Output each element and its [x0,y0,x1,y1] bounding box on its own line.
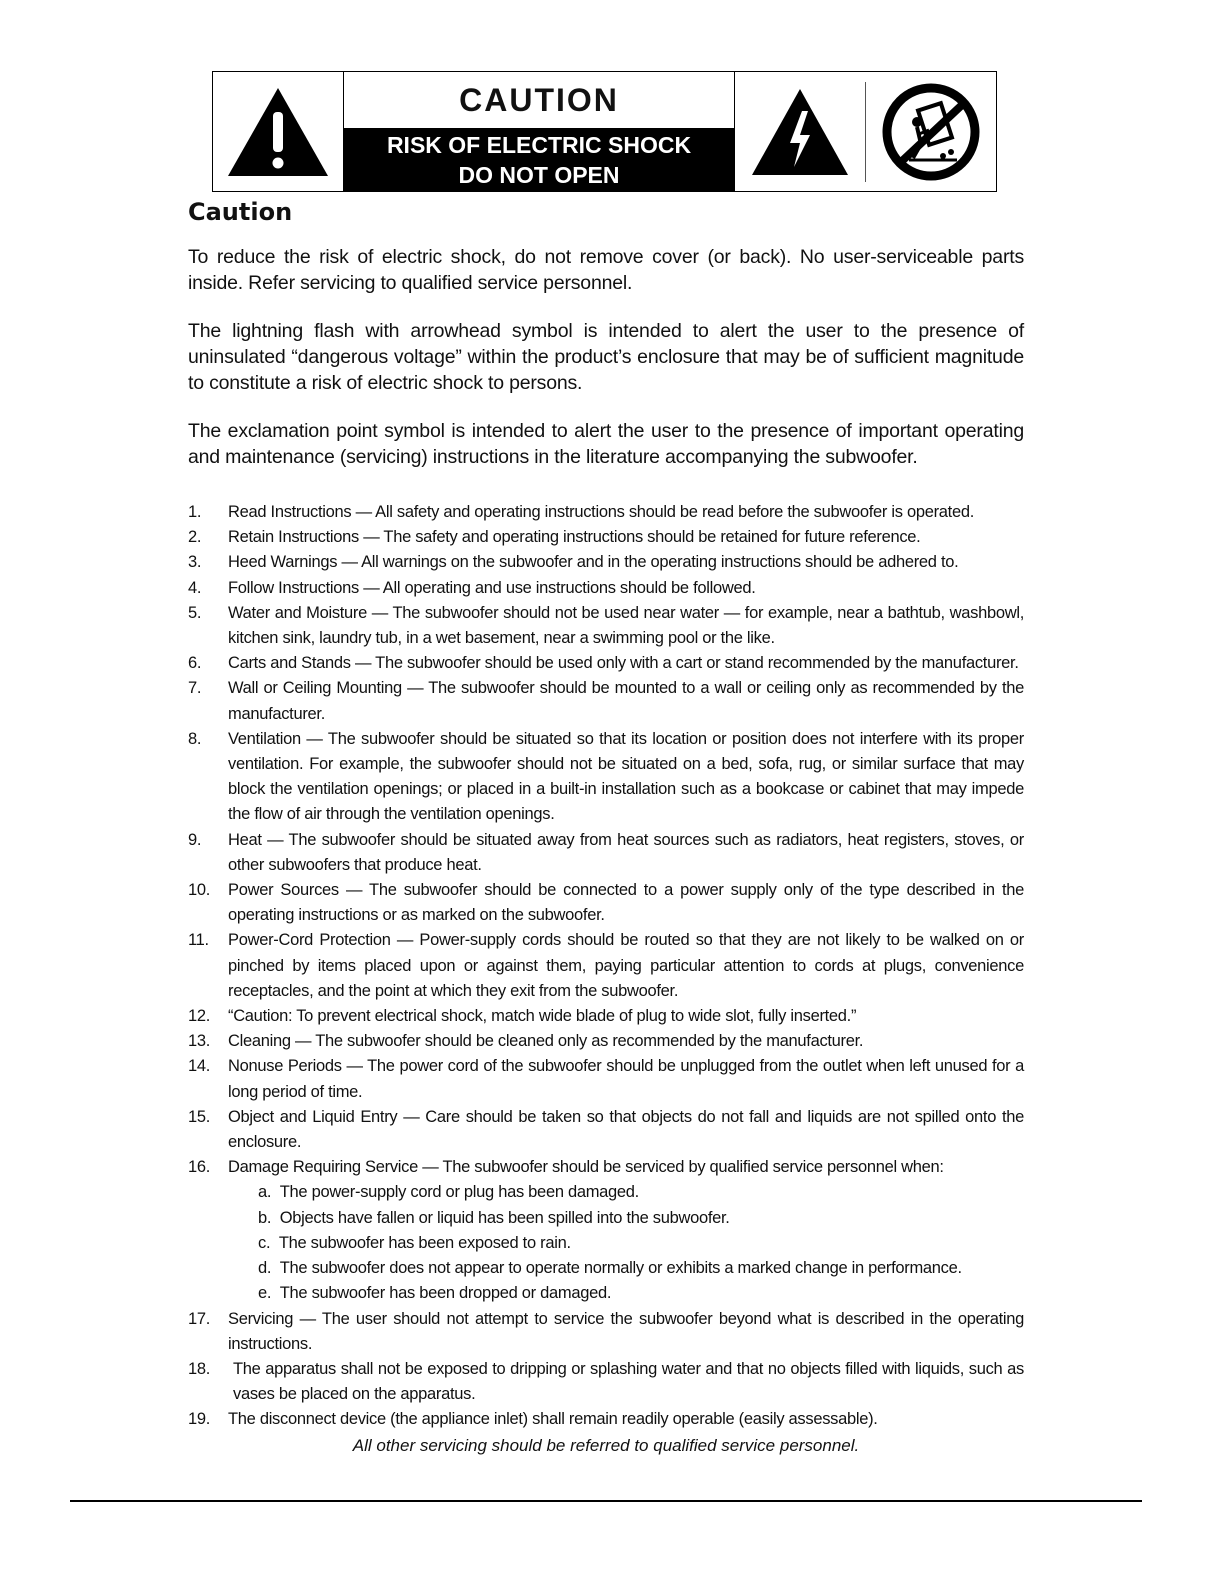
document-body [188,244,1024,1459]
item-text: Follow Instructions — All operating and use instructions should be followed. [228,578,756,597]
item-text: Nonuse Periods — The power cord of the subwoofer should be unplugged from the outlet when left unused for a long period of time. [228,1057,1024,1101]
sub-letter: c. [258,1233,271,1252]
sub-text: The power-supply cord or plug has been damaged. [279,1183,639,1202]
item-text: Heed Warnings — All warnings on the subwoofer and in the operating instructions should be adhered to. [228,553,959,572]
list-item [188,576,1024,601]
item-number: 8. [188,729,202,748]
list-item [188,1155,1024,1306]
item-text: Power-Cord Protection — Power-supply cords should be routed so that they are not likely to be walked on or pinched by items placed upon or against them, paying particular attention to cords at plugs, convenience receptacles, and the point at which they exit from the subwoofer. [228,931,1024,1000]
sub-letter: a. [258,1183,272,1202]
item-number: 17. [188,1309,211,1328]
intro-paragraph-1: To reduce the risk of electric shock, do not remove cover (or back). No user-serviceable parts inside. Refer servicing to qualified service personnel. [188,246,1024,294]
banner-line-2: DO NOT OPEN [458,161,620,188]
item-text: Cleaning — The subwoofer should be cleaned only as recommended by the manufacturer. [228,1032,864,1051]
item-text: Retain Instructions — The safety and operating instructions should be retained for future reference. [228,528,921,547]
item-text: Read Instructions — All safety and operating instructions should be read before the subwoofer is operated. [228,503,974,521]
banner-line-1: RISK OF ELECTRIC SHOCK [386,131,692,158]
banner-title: CAUTION [459,81,619,118]
item-text: Servicing — The user should not attempt to service the subwoofer beyond what is described in the operating instructions. [228,1309,1024,1353]
intro-paragraph-3: The exclamation point symbol is intended to alert the user to the presence of important operating and maintenance (servicing) instructions in the literature accompanying the subwoofer. [188,420,1024,468]
sub-letter: d. [258,1259,272,1278]
item-text: Object and Liquid Entry — Care should be taken so that objects do not fall and liquids are not spilled onto the enclosure. [228,1107,1024,1152]
item-text: “Caution: To prevent electrical shock, match wide blade of plug to wide slot, fully inserted.” [228,1007,857,1026]
closing-note: All other servicing should be referred to qualified service personnel. [352,1435,860,1455]
banner-icon-separator [865,82,866,182]
item-number: 10. [188,881,211,900]
banner-center-cell [344,72,735,191]
list-item [188,1357,1024,1407]
list-item [188,500,1024,525]
item-number: 13. [188,1032,211,1051]
lightning-triangle-icon [750,87,850,177]
sub-text: Objects have fallen or liquid has been spilled into the subwoofer. [279,1208,730,1227]
intro-paragraph-2: The lightning flash with arrowhead symbol is intended to alert the user to the presence of uninsulated “dangerous voltage” within the product’s enclosure that may be of sufficient magnitude to constitute a risk of electric shock to persons. [188,320,1024,394]
item-number: 5. [188,603,202,622]
sublist-item [228,1231,1024,1256]
item-number: 7. [188,679,202,698]
item-number: 12. [188,1007,211,1026]
list-item [188,651,1024,676]
sublist-item [228,1206,1024,1231]
section-heading: Caution [188,198,293,226]
item-number: 4. [188,578,202,597]
item-number: 14. [188,1057,211,1076]
item-text: Ventilation — The subwoofer should be situated so that its location or position does not interfere with its proper ventilation. For example, the subwoofer should not be situated on a bed, sofa, rug, or similar surface that may block the ventilation openings; or placed in a built-in installation such as a bookcase or cabinet that may impede the flow of air through the ventilation openings. [228,729,1024,824]
list-item [188,828,1024,878]
exclamation-triangle-icon [226,86,330,178]
item-text: Wall or Ceiling Mounting — The subwoofer should be mounted to a wall or ceiling only as recommended by the manufacturer. [228,679,1024,723]
sub-text: The subwoofer has been dropped or damaged. [279,1284,612,1303]
list-item [188,1407,1024,1432]
sublist-item [228,1180,1024,1205]
list-item [188,1105,1024,1155]
item-text: Water and Moisture — The subwoofer should not be used near water — for example, near a bathtub, washbowl, kitchen sink, laundry tub, in a wet basement, near a swimming pool or the like. [228,603,1024,648]
item-number: 3. [188,553,202,572]
item-text: The disconnect device (the appliance inlet) shall remain readily operable (easily assessable). [228,1410,878,1429]
sublist-item [228,1281,1024,1306]
item-text: The apparatus shall not be exposed to dripping or splashing water and that no objects filled with liquids, such as vases be placed on the apparatus. [233,1359,1024,1404]
item-number: 15. [188,1107,211,1126]
damage-conditions-sublist [228,1180,1024,1306]
list-item [188,1054,1024,1104]
list-item [188,601,1024,651]
sublist-item [228,1256,1024,1281]
safety-instructions-list [188,500,1024,1433]
item-text: Carts and Stands — The subwoofer should be used only with a cart or stand recommended by the manufacturer. [228,654,1019,673]
item-number: 2. [188,528,202,547]
list-item [188,525,1024,550]
list-item [188,878,1024,928]
banner-right-cell [735,72,996,191]
item-number: 11. [188,931,209,950]
item-number: 18. [188,1359,211,1378]
item-number: 16. [188,1158,211,1177]
list-item [188,550,1024,575]
list-item [188,1307,1024,1357]
list-item [188,727,1024,828]
sub-text: The subwoofer has been exposed to rain. [278,1233,571,1252]
banner-warning-box [344,128,734,191]
caution-banner [212,71,997,192]
banner-left-cell [213,72,344,191]
item-text: Power Sources — The subwoofer should be connected to a power supply only of the type described in the operating instructions or as marked on the subwoofer. [228,881,1024,925]
footer-divider [70,1500,1142,1502]
sub-text: The subwoofer does not appear to operate normally or exhibits a marked change in performance. [279,1259,962,1278]
cart-tipover-icon [881,82,981,182]
sub-letter: e. [258,1284,272,1303]
item-number: 1. [188,503,202,521]
item-number: 6. [188,654,202,673]
list-item [188,676,1024,726]
list-item [188,928,1024,1004]
item-number: 19. [188,1410,211,1429]
sub-letter: b. [258,1208,272,1227]
item-number: 9. [188,830,202,849]
item-text: Heat — The subwoofer should be situated away from heat sources such as radiators, heat registers, stoves, or other subwoofers that produce heat. [228,830,1024,874]
list-item [188,1029,1024,1054]
list-item [188,1004,1024,1029]
item-text: Damage Requiring Service — The subwoofer should be serviced by qualified service personnel when: [228,1158,944,1177]
